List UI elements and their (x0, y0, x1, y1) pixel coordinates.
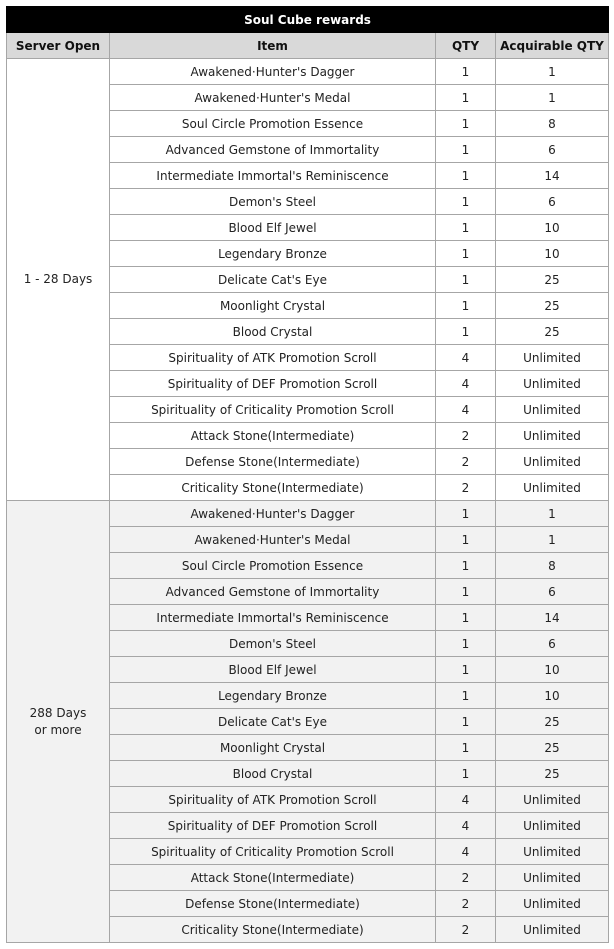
acquirable-qty-cell: 10 (496, 215, 609, 241)
qty-cell: 4 (436, 371, 496, 397)
acquirable-qty-cell: Unlimited (496, 371, 609, 397)
acquirable-qty-cell: 14 (496, 605, 609, 631)
acquirable-qty-cell: 6 (496, 137, 609, 163)
acquirable-qty-cell: 6 (496, 579, 609, 605)
qty-cell: 1 (436, 579, 496, 605)
server-open-cell: 288 Days or more (7, 501, 110, 943)
item-cell: Spirituality of ATK Promotion Scroll (110, 345, 436, 371)
acquirable-qty-cell: 14 (496, 163, 609, 189)
qty-cell: 1 (436, 657, 496, 683)
qty-cell: 4 (436, 397, 496, 423)
acquirable-qty-cell: Unlimited (496, 345, 609, 371)
acquirable-qty-cell: Unlimited (496, 865, 609, 891)
item-cell: Demon's Steel (110, 189, 436, 215)
acquirable-qty-cell: 10 (496, 241, 609, 267)
qty-cell: 1 (436, 319, 496, 345)
header-item: Item (110, 33, 436, 59)
item-cell: Spirituality of ATK Promotion Scroll (110, 787, 436, 813)
acquirable-qty-cell: 6 (496, 189, 609, 215)
qty-cell: 1 (436, 189, 496, 215)
item-cell: Delicate Cat's Eye (110, 709, 436, 735)
acquirable-qty-cell: 25 (496, 709, 609, 735)
item-cell: Spirituality of Criticality Promotion Scroll (110, 397, 436, 423)
qty-cell: 1 (436, 241, 496, 267)
item-cell: Soul Circle Promotion Essence (110, 111, 436, 137)
qty-cell: 4 (436, 839, 496, 865)
acquirable-qty-cell: Unlimited (496, 449, 609, 475)
qty-cell: 1 (436, 631, 496, 657)
table-body (7, 59, 609, 943)
qty-cell: 1 (436, 709, 496, 735)
item-cell: Spirituality of DEF Promotion Scroll (110, 813, 436, 839)
item-cell: Demon's Steel (110, 631, 436, 657)
qty-cell: 1 (436, 683, 496, 709)
item-cell: Spirituality of Criticality Promotion Scroll (110, 839, 436, 865)
qty-cell: 1 (436, 137, 496, 163)
item-cell: Criticality Stone(Intermediate) (110, 475, 436, 501)
item-cell: Blood Elf Jewel (110, 215, 436, 241)
acquirable-qty-cell: 1 (496, 59, 609, 85)
acquirable-qty-cell: 8 (496, 553, 609, 579)
acquirable-qty-cell: Unlimited (496, 917, 609, 943)
qty-cell: 1 (436, 267, 496, 293)
acquirable-qty-cell: 25 (496, 293, 609, 319)
item-cell: Attack Stone(Intermediate) (110, 423, 436, 449)
table-title: Soul Cube rewards (7, 7, 609, 33)
item-cell: Awakened·Hunter's Dagger (110, 59, 436, 85)
qty-cell: 2 (436, 865, 496, 891)
table-row (7, 59, 609, 85)
acquirable-qty-cell: Unlimited (496, 397, 609, 423)
acquirable-qty-cell: 1 (496, 527, 609, 553)
item-cell: Legendary Bronze (110, 241, 436, 267)
acquirable-qty-cell: 25 (496, 761, 609, 787)
item-cell: Soul Circle Promotion Essence (110, 553, 436, 579)
qty-cell: 1 (436, 163, 496, 189)
item-cell: Intermediate Immortal's Reminiscence (110, 605, 436, 631)
item-cell: Attack Stone(Intermediate) (110, 865, 436, 891)
acquirable-qty-cell: Unlimited (496, 839, 609, 865)
qty-cell: 4 (436, 813, 496, 839)
acquirable-qty-cell: 25 (496, 319, 609, 345)
qty-cell: 1 (436, 111, 496, 137)
header-qty: QTY (436, 33, 496, 59)
soul-cube-rewards-table (6, 6, 609, 943)
item-cell: Defense Stone(Intermediate) (110, 449, 436, 475)
item-cell: Blood Crystal (110, 761, 436, 787)
qty-cell: 1 (436, 735, 496, 761)
item-cell: Blood Elf Jewel (110, 657, 436, 683)
qty-cell: 4 (436, 345, 496, 371)
item-cell: Advanced Gemstone of Immortality (110, 579, 436, 605)
item-cell: Spirituality of DEF Promotion Scroll (110, 371, 436, 397)
qty-cell: 1 (436, 59, 496, 85)
acquirable-qty-cell: Unlimited (496, 813, 609, 839)
item-cell: Awakened·Hunter's Medal (110, 527, 436, 553)
item-cell: Awakened·Hunter's Medal (110, 85, 436, 111)
acquirable-qty-cell: 25 (496, 735, 609, 761)
item-cell: Awakened·Hunter's Dagger (110, 501, 436, 527)
item-cell: Legendary Bronze (110, 683, 436, 709)
qty-cell: 1 (436, 605, 496, 631)
item-cell: Moonlight Crystal (110, 293, 436, 319)
acquirable-qty-cell: Unlimited (496, 475, 609, 501)
qty-cell: 2 (436, 891, 496, 917)
item-cell: Intermediate Immortal's Reminiscence (110, 163, 436, 189)
qty-cell: 4 (436, 787, 496, 813)
acquirable-qty-cell: 10 (496, 683, 609, 709)
qty-cell: 2 (436, 449, 496, 475)
qty-cell: 1 (436, 553, 496, 579)
table-row (7, 501, 609, 527)
qty-cell: 1 (436, 501, 496, 527)
qty-cell: 2 (436, 917, 496, 943)
rewards-table-container (6, 6, 609, 943)
item-cell: Advanced Gemstone of Immortality (110, 137, 436, 163)
acquirable-qty-cell: Unlimited (496, 891, 609, 917)
qty-cell: 1 (436, 761, 496, 787)
qty-cell: 2 (436, 423, 496, 449)
acquirable-qty-cell: 6 (496, 631, 609, 657)
acquirable-qty-cell: 8 (496, 111, 609, 137)
acquirable-qty-cell: Unlimited (496, 787, 609, 813)
acquirable-qty-cell: 1 (496, 501, 609, 527)
item-cell: Defense Stone(Intermediate) (110, 891, 436, 917)
header-server-open: Server Open (7, 33, 110, 59)
qty-cell: 2 (436, 475, 496, 501)
acquirable-qty-cell: 25 (496, 267, 609, 293)
qty-cell: 1 (436, 527, 496, 553)
acquirable-qty-cell: 1 (496, 85, 609, 111)
item-cell: Criticality Stone(Intermediate) (110, 917, 436, 943)
acquirable-qty-cell: 10 (496, 657, 609, 683)
acquirable-qty-cell: Unlimited (496, 423, 609, 449)
qty-cell: 1 (436, 85, 496, 111)
item-cell: Moonlight Crystal (110, 735, 436, 761)
item-cell: Delicate Cat's Eye (110, 267, 436, 293)
qty-cell: 1 (436, 215, 496, 241)
qty-cell: 1 (436, 293, 496, 319)
server-open-cell: 1 - 28 Days (7, 59, 110, 501)
item-cell: Blood Crystal (110, 319, 436, 345)
header-acquirable-qty: Acquirable QTY (496, 33, 609, 59)
